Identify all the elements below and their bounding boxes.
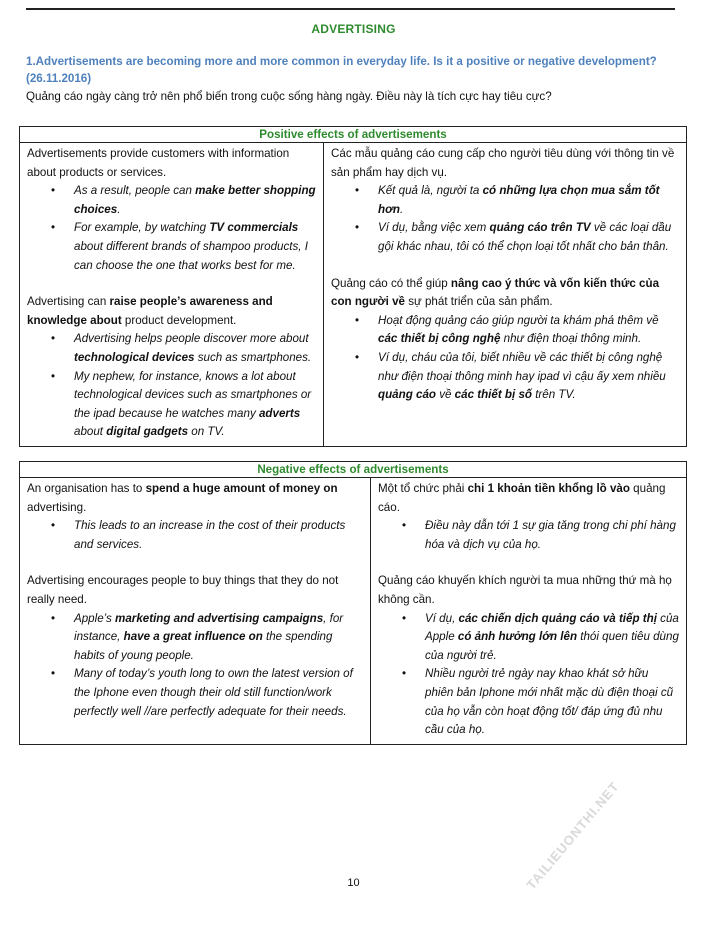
positive-point-1-en: Advertisements provide customers with information about products or services.: [27, 147, 290, 179]
positive-point-2-vi: Quảng cáo có thể giúp nâng cao ý thức và vốn kiến thức của con người về sự phát triển của sản phẩm.: [331, 276, 660, 309]
list-item: • As a result, people can make better shopping choices.: [74, 182, 316, 219]
page-number: 10: [347, 877, 360, 889]
page-title: ADVERTISING: [311, 22, 396, 36]
positive-effects-table: [19, 126, 687, 447]
list-item: • Hoạt động quảng cáo giúp người ta khám phá thêm về các thiết bị công nghệ như điện thoại thông minh.: [378, 312, 679, 349]
list-item: • Điều này dẫn tới 1 sự gia tăng trong chi phí hàng hóa và dịch vụ của họ.: [425, 517, 679, 554]
positive-point-2-en: Advertising can raise people’s awareness and knowledge about product development.: [27, 295, 273, 327]
negative-header: Negative effects of advertisements: [20, 462, 687, 478]
question-vi: Quảng cáo ngày càng trở nên phổ biến trong cuộc sống hàng ngày. Điều này là tích cực hay tiêu cực?: [26, 90, 552, 103]
top-rule: [26, 8, 675, 10]
negative-point-1-vi: Một tổ chức phải chi 1 khoản tiền khổng lồ vào quảng cáo.: [378, 482, 666, 514]
positive-english-cell: [20, 143, 324, 447]
negative-english-cell: [20, 478, 371, 745]
positive-point-1-vi: Các mẫu quảng cáo cung cấp cho người tiêu dùng với thông tin về sản phẩm hay dịch vụ.: [331, 147, 675, 179]
list-item: • This leads to an increase in the cost of their products and services.: [74, 517, 363, 554]
negative-point-2-vi: Quảng cáo khuyến khích người ta mua những thứ mà họ không cần.: [378, 574, 672, 606]
question-en: 1.Advertisements are becoming more and more common in everyday life. Is it a positive or negative development? (26.11.2016): [26, 55, 657, 85]
list-item: • Kết quả là, người ta có những lựa chọn mua sắm tốt hơn.: [378, 182, 679, 219]
list-item: • Ví dụ, bằng việc xem quảng cáo trên TV về các loại dầu gội khác nhau, tôi có thể chọn loại tốt nhất cho bản thân.: [378, 219, 679, 256]
list-item: • Many of today’s youth long to own the latest version of the Iphone even though their old still function/work perfectly well //are perfectly adequate for their needs.: [74, 665, 363, 721]
watermark: TAILIEUONTHI.NET: [523, 778, 623, 893]
list-item: • Ví dụ, các chiến dịch quảng cáo và tiếp thị của Apple có ảnh hưởng lớn lên thói quen tiêu dùng của người trẻ.: [425, 610, 679, 666]
list-item: • For example, by watching TV commercials about different brands of shampoo products, I can choose the one that works best for me.: [74, 219, 316, 275]
negative-point-1-en: An organisation has to spend a huge amount of money on advertising.: [27, 482, 338, 514]
positive-vietnamese-cell: [324, 143, 687, 447]
negative-effects-table: [19, 461, 687, 745]
negative-point-2-en: Advertising encourages people to buy things that they do not really need.: [27, 574, 339, 606]
list-item: • Apple’s marketing and advertising campaigns, for instance, have a great influence on the spending habits of young people.: [74, 610, 363, 666]
list-item: • Ví dụ, cháu của tôi, biết nhiều về các thiết bị công nghệ như điện thoại thông minh hay ipad vì cậu ấy xem nhiều quảng cáo về các thiết bị số trên TV.: [378, 349, 679, 405]
list-item: • Advertising helps people discover more about technological devices such as smartphones.: [74, 330, 316, 367]
list-item: • Nhiều người trẻ ngày nay khao khát sở hữu phiên bản Iphone mới nhất mặc dù điện thoại cũ của họ vẫn còn hoạt động tốt/ đáp ứng đủ nhu cầu của họ.: [425, 665, 679, 739]
list-item: • My nephew, for instance, knows a lot about technological devices such as smartphones or the ipad because he watches many adverts about digital gadgets on TV.: [74, 368, 316, 442]
positive-header: Positive effects of advertisements: [20, 127, 687, 143]
negative-vietnamese-cell: [371, 478, 687, 745]
